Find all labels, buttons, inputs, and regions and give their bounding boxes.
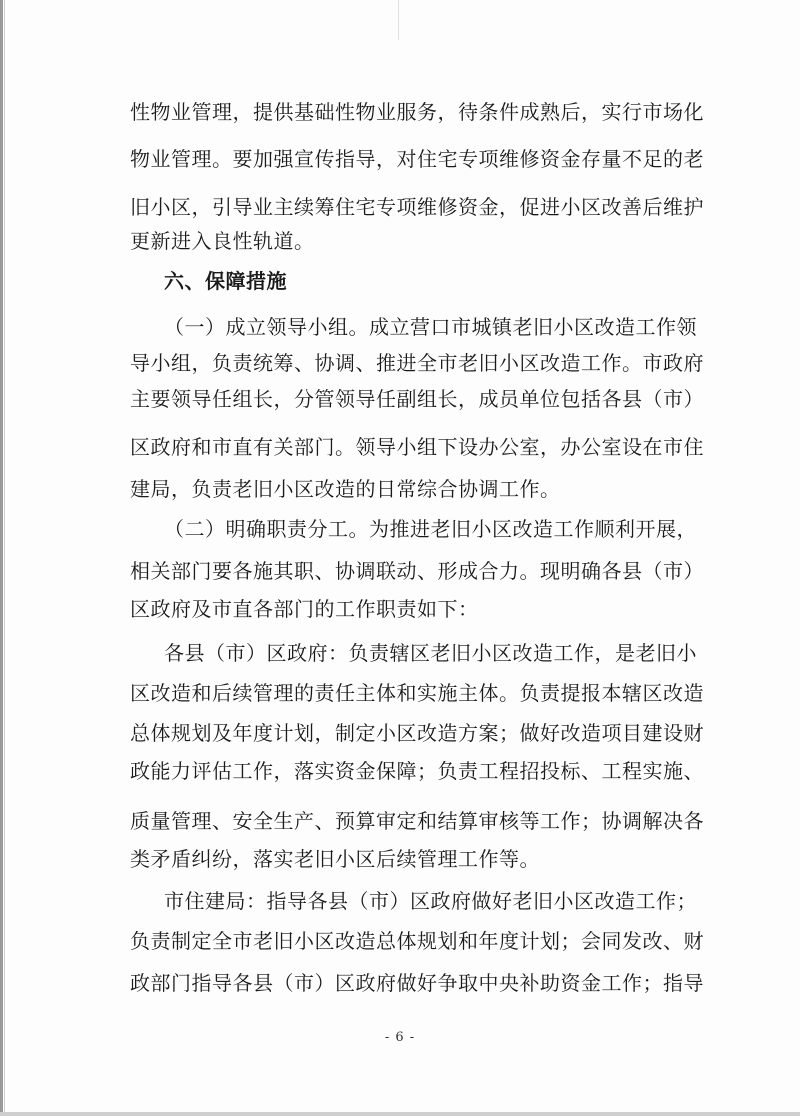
paragraph-line: 区改造和后续管理的责任主体和实施主体。负责提报本辖区改造 xyxy=(130,681,704,705)
paragraph-line: 相关部门要各施其职、协调联动、形成合力。现明确各县（市） xyxy=(130,559,704,583)
paragraph-line: 政能力评估工作，落实资金保障；负责工程招投标、工程实施、 xyxy=(130,759,704,783)
paragraph-line: 旧小区，引导业主续筹住宅专项维修资金，促进小区改善后维护 xyxy=(130,195,704,219)
paragraph-line: 质量管理、安全生产、预算审定和结算审核等工作；协调解决各 xyxy=(130,809,704,833)
paragraph-line: （二）明确职责分工。为推进老旧小区改造工作顺利开展， xyxy=(164,517,697,541)
paragraph-line: 各县（市）区政府：负责辖区老旧小区改造工作，是老旧小 xyxy=(164,641,697,665)
scan-left-edge-shadow xyxy=(4,0,5,1116)
paragraph-line: 区政府和市直有关部门。领导小组下设办公室，办公室设在市住 xyxy=(130,435,704,459)
scan-fold-mark xyxy=(398,0,399,40)
paragraph-line: 导小组，负责统筹、协调、推进全市老旧小区改造工作。市政府 xyxy=(130,351,704,375)
paragraph-line: 市住建局：指导各县（市）区政府做好老旧小区改造工作； xyxy=(164,889,697,913)
paragraph-line: 区政府及市直各部门的工作职责如下： xyxy=(130,597,479,621)
paragraph-line: 政部门指导各县（市）区政府做好争取中央补助资金工作；指导 xyxy=(130,971,704,995)
paragraph-line: 负责制定全市老旧小区改造总体规划和年度计划；会同发改、财 xyxy=(130,929,704,953)
paragraph-line: （一）成立领导小组。成立营口市城镇老旧小区改造工作领 xyxy=(164,315,697,339)
scan-left-edge xyxy=(0,0,3,1116)
paragraph-line: 总体规划及年度计划，制定小区改造方案；做好改造项目建设财 xyxy=(130,721,704,745)
page-number: - 6 - xyxy=(384,1030,416,1045)
paragraph-line: 建局，负责老旧小区改造的日常综合协调工作。 xyxy=(130,477,561,501)
scan-bottom-edge xyxy=(0,1112,800,1116)
paragraph-line: 更新进入良性轨道。 xyxy=(130,229,315,253)
paragraph-line: 物业管理。要加强宣传指导，对住宅专项维修资金存量不足的老 xyxy=(130,147,704,171)
paragraph-line: 主要领导任组长，分管领导任副组长，成员单位包括各县（市） xyxy=(130,387,704,411)
section-heading: 六、保障措施 xyxy=(164,269,287,293)
paragraph-line: 类矛盾纠纷，落实老旧小区后续管理工作等。 xyxy=(130,847,540,871)
paragraph-line: 性物业管理，提供基础性物业服务，待条件成熟后，实行市场化 xyxy=(130,100,704,124)
